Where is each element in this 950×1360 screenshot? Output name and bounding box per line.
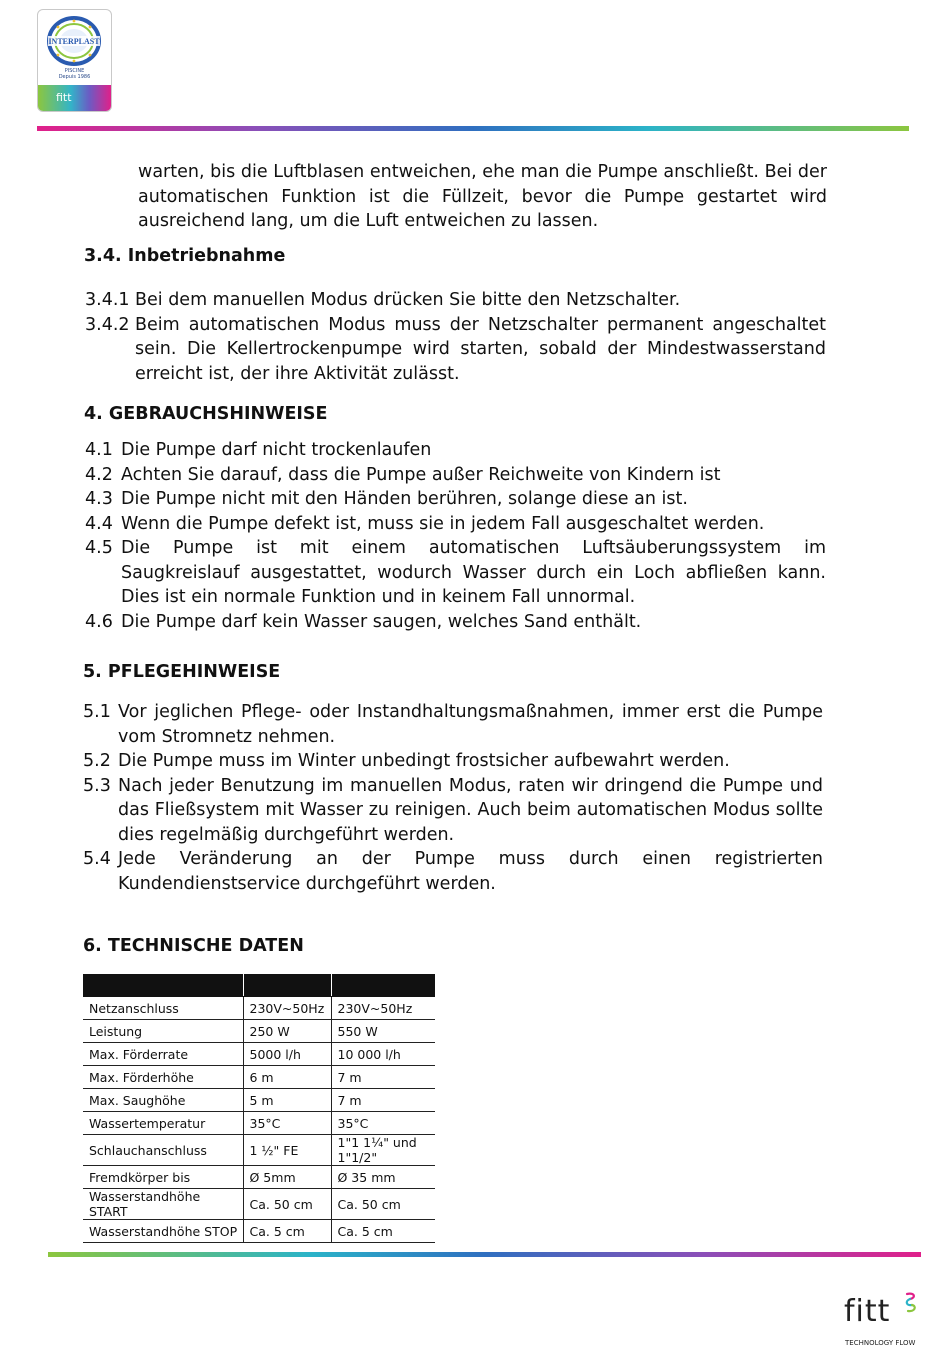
table-cell: 550 W xyxy=(331,1020,435,1043)
list-item xyxy=(85,487,826,512)
heading-5: 5. PFLEGEHINWEISE xyxy=(83,662,281,682)
item-text: Wenn die Pumpe defekt ist, muss sie in jedem Fall ausgeschaltet werden. xyxy=(121,513,765,534)
table-cell: Wasserstandhöhe START xyxy=(83,1189,243,1220)
fitt-footer-logo xyxy=(842,1290,922,1350)
table-row xyxy=(83,1089,435,1112)
table-cell: 35°C xyxy=(331,1112,435,1135)
logo-color-band xyxy=(38,85,111,111)
header-gradient-rule xyxy=(37,126,909,131)
header-cell xyxy=(243,974,331,997)
table-row xyxy=(83,1066,435,1089)
item-text: Die Pumpe darf nicht trockenlaufen xyxy=(121,440,432,460)
table-row xyxy=(83,1135,435,1166)
item-text: Die Pumpe ist mit einem automatischen Luftsäuberungssystem im Saugkreislauf ausgestattet, wodurch Wasser durch ein Loch abfließen kann. Dies ist ein normale Funktion und in keinem Fall unnormal. xyxy=(121,538,826,607)
table-cell: Ca. 50 cm xyxy=(243,1189,331,1220)
item-text: Die Pumpe darf kein Wasser saugen, welches Sand enthält. xyxy=(121,611,642,632)
table-cell: 6 m xyxy=(243,1066,331,1089)
table-cell: Ø 35 mm xyxy=(331,1166,435,1189)
item-text: Achten Sie darauf, dass die Pumpe außer Reichweite von Kindern ist xyxy=(121,464,721,485)
table-cell: Schlauchanschluss xyxy=(83,1135,243,1166)
list-item xyxy=(85,536,826,610)
item-number: 4.5 xyxy=(85,538,113,558)
fitt-swirl-icon xyxy=(904,1290,918,1316)
item-number: 4.4 xyxy=(85,513,113,534)
item-text: Nach jeder Benutzung im manuellen Modus, raten wir dringend die Pumpe und das Fließsystem mit Wasser zu reinigen. Auch beim automatischen Modus sollte dies regelmäßig durchgeführt werden. xyxy=(118,775,823,845)
table-cell: 230V~50Hz xyxy=(243,997,331,1020)
list-item xyxy=(83,700,823,749)
item-number: 4.2 xyxy=(85,464,113,485)
table-cell: Wassertemperatur xyxy=(83,1112,243,1135)
table-cell: 250 W xyxy=(243,1020,331,1043)
item-number: 3.4.2 xyxy=(85,314,130,335)
logo-sub1: PISCINE xyxy=(64,68,85,74)
list-item xyxy=(85,463,826,488)
list-item xyxy=(83,847,823,896)
interplast-logo-icon xyxy=(46,15,102,67)
item-text: Beim automatischen Modus muss der Netzschalter permanent angeschaltet sein. Die Kellertrockenpumpe wird starten, sobald der Mindestwasserstand erreicht ist, der ihre Aktivität zulässt. xyxy=(135,314,826,384)
item-text: Vor jeglichen Pflege- oder Instandhaltungsmaßnahmen, immer erst die Pumpe vom Stromnetz nehmen. xyxy=(118,702,823,747)
table-row xyxy=(83,1189,435,1220)
intro-paragraph: warten, bis die Luftblasen entweichen, ehe man die Pumpe anschließt. Bei der automatischen Funktion ist die Füllzeit, bevor die Pumpe gestartet wird ausreichend lang, um die Luft entweichen zu lassen. xyxy=(138,162,827,231)
item-number: 3.4.1 xyxy=(85,290,130,310)
table-cell: 10 000 l/h xyxy=(331,1043,435,1066)
item-number: 4.6 xyxy=(85,611,113,632)
item-number: 4.3 xyxy=(85,489,113,509)
table-cell: Max. Saughöhe xyxy=(83,1089,243,1112)
list-4 xyxy=(85,438,826,634)
table-cell: Wasserstandhöhe STOP xyxy=(83,1220,243,1243)
table-cell: 1 ½" FE xyxy=(243,1135,331,1166)
table-cell: Netzanschluss xyxy=(83,997,243,1020)
fitt-wordmark: fitt xyxy=(844,1294,891,1329)
list-item xyxy=(85,512,826,537)
heading-4: 4. GEBRAUCHSHINWEISE xyxy=(84,404,328,424)
table-row xyxy=(83,997,435,1020)
table-cell: Ø 5mm xyxy=(243,1166,331,1189)
table-cell: 5000 l/h xyxy=(243,1043,331,1066)
logo-subtitle xyxy=(38,68,111,80)
fitt-tagline: TECHNOLOGY FLOW xyxy=(845,1339,916,1347)
item-text: Die Pumpe muss im Winter unbedingt frostsicher aufbewahrt werden. xyxy=(118,751,730,771)
heading-6: 6. TECHNISCHE DATEN xyxy=(83,936,304,956)
table-cell: Max. Förderrate xyxy=(83,1043,243,1066)
item-text: Jede Veränderung an der Pumpe muss durch einen registrierten Kundendienstservice durchgeführt werden. xyxy=(118,849,823,894)
table-row xyxy=(83,1166,435,1189)
table-cell: Ca. 5 cm xyxy=(331,1220,435,1243)
technical-data-table xyxy=(83,974,435,1243)
list-item xyxy=(85,288,826,313)
table-cell: Max. Förderhöhe xyxy=(83,1066,243,1089)
table-cell: 35°C xyxy=(243,1112,331,1135)
header-cell xyxy=(83,974,243,997)
header-cell xyxy=(331,974,435,997)
table-row xyxy=(83,1220,435,1243)
list-item xyxy=(83,774,823,848)
table-cell: 1"1 1¼" und 1"1/2" xyxy=(331,1135,435,1166)
item-number: 5.4 xyxy=(83,849,111,869)
item-number: 5.2 xyxy=(83,751,111,771)
table-cell: Fremdkörper bis xyxy=(83,1166,243,1189)
item-number: 4.1 xyxy=(85,440,113,460)
table-row xyxy=(83,1112,435,1135)
table-row xyxy=(83,1043,435,1066)
item-text: Bei dem manuellen Modus drücken Sie bitte den Netzschalter. xyxy=(135,290,681,310)
svg-text:INTERPLAST: INTERPLAST xyxy=(48,37,100,46)
list-item xyxy=(83,749,823,774)
logo-band-text: fitt xyxy=(56,91,72,104)
logo-sub2: Depuis 1986 xyxy=(58,74,91,80)
heading-3-4: 3.4. Inbetriebnahme xyxy=(84,246,286,266)
table-cell: 7 m xyxy=(331,1066,435,1089)
list-item xyxy=(85,438,826,463)
item-number: 5.1 xyxy=(83,702,111,722)
table-cell: Ca. 5 cm xyxy=(243,1220,331,1243)
item-number: 5.3 xyxy=(83,775,111,796)
table-cell: Leistung xyxy=(83,1020,243,1043)
list-5 xyxy=(83,700,823,896)
table-row xyxy=(83,1020,435,1043)
table-cell: 230V~50Hz xyxy=(331,997,435,1020)
footer-gradient-rule xyxy=(48,1252,921,1257)
table-cell: 5 m xyxy=(243,1089,331,1112)
table-header-row xyxy=(83,974,435,997)
table-cell: 7 m xyxy=(331,1089,435,1112)
list-item xyxy=(85,313,826,387)
list-item xyxy=(85,610,826,635)
list-3-4 xyxy=(85,288,826,386)
item-text: Die Pumpe nicht mit den Händen berühren, solange diese an ist. xyxy=(121,489,688,509)
interplast-logo xyxy=(37,9,112,112)
table-cell: Ca. 50 cm xyxy=(331,1189,435,1220)
